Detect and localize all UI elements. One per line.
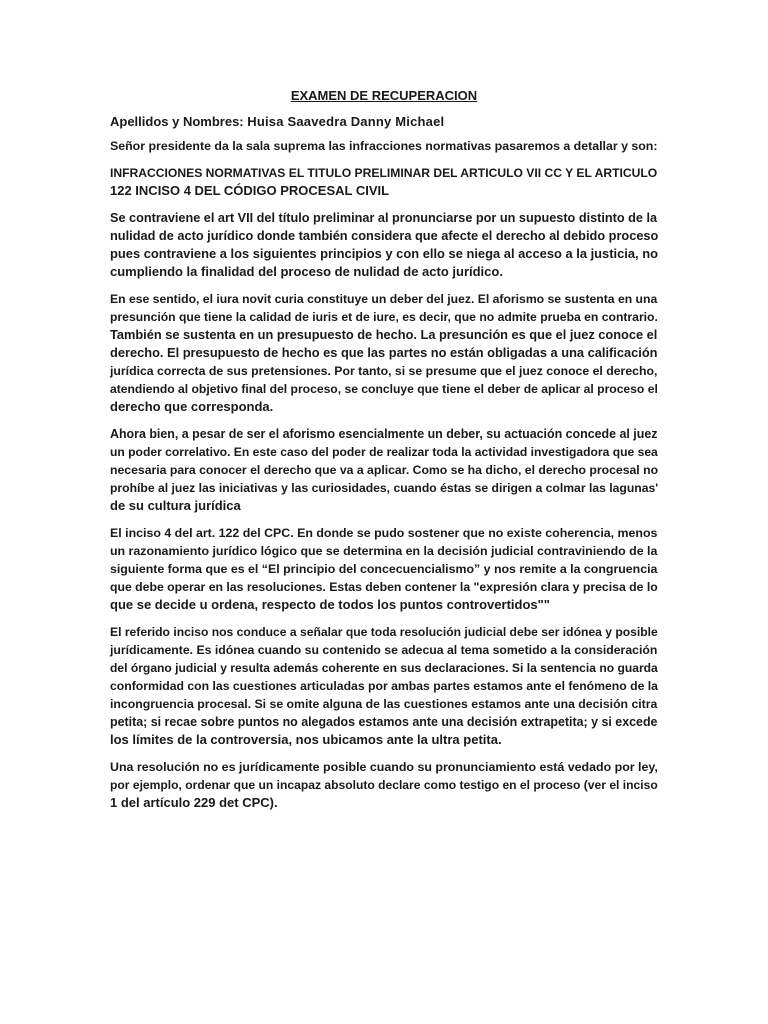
paragraph <box>110 425 658 515</box>
paragraph-line: necesaria para conocer el derecho que va a aplicar. Como se ha dicho, el derecho procesal no <box>110 463 659 477</box>
paragraph-line: En ese sentido, el iura novit curia constituye un deber del juez. El aforismo se sustenta en una <box>110 292 658 306</box>
paragraph-line: siguiente forma que es el “El principio del concecuencialismo” y nos remite a la congruencia <box>110 562 658 576</box>
paragraph-line: Una resolución no es jurídicamente posible cuando su pronunciamiento está vedado por ley, <box>110 760 658 774</box>
paragraph-line: los límites de la controversia, nos ubicamos ante la ultra petita. <box>110 732 502 747</box>
paragraph-line: 1 del artículo 229 det CPC). <box>110 795 278 810</box>
heading-line: 122 INCISO 4 DEL CÓDIGO PROCESAL CIVIL <box>110 183 390 198</box>
paragraph-line: que debe operar en las resoluciones. Estas deben contener la "expresión clara y precisa de lo <box>110 580 658 594</box>
paragraph <box>110 209 658 281</box>
paragraph <box>110 524 658 614</box>
document-title: EXAMEN DE RECUPERACION <box>290 88 478 103</box>
paragraph-line: Ahora bien, a pesar de ser el aforismo esencialmente un deber, su actuación concede al juez <box>110 427 658 441</box>
paragraph-line: pues contraviene a los siguientes principios y con ello se niega al acceso a la justicia, no <box>110 246 658 261</box>
paragraph-line: El referido inciso nos conduce a señalar que toda resolución judicial debe ser idónea y posible <box>110 625 658 639</box>
paragraph-line: petita; si recae sobre puntos no alegados estamos ante una decisión extrapetita; y si excede <box>110 715 658 729</box>
paragraph-line: presunción que tiene la calidad de iuris et de iure, es decir, que no admite prueba en contrario. <box>110 310 658 324</box>
paragraph-line: También se sustenta en un presupuesto de hecho. La presunción es que el juez conoce el <box>110 327 658 342</box>
paragraph-line: incongruencia procesal. Si se omite alguna de las cuestiones estamos ante una decisión citra <box>110 697 658 711</box>
heading-line: INFRACCIONES NORMATIVAS EL TITULO PRELIMINAR DEL ARTICULO VII CC Y EL ARTICULO <box>110 166 658 180</box>
section-heading <box>110 164 658 200</box>
intro-text: Señor presidente da la sala suprema las infracciones normativas pasaremos a detallar y son: <box>110 139 658 153</box>
document-body <box>110 87 658 821</box>
paragraph-line: por ejemplo, ordenar que un incapaz absoluto declare como testigo en el proceso (ver el inciso <box>110 778 658 792</box>
paragraph-line: atendiendo al objetivo final del proceso, se concluye que tiene el deber de aplicar al proceso el <box>110 382 658 396</box>
paragraph-line: conformidad con las cuestiones articuladas por ambas partes estamos ante el fenómeno de la <box>110 679 658 693</box>
name-label: Apellidos y Nombres: <box>110 114 244 129</box>
paragraph-line: prohíbe al juez las iniciativas y las curiosidades, cuando éstas se dirigen a colmar las lagunas' <box>110 481 659 495</box>
paragraph-line: El inciso 4 del art. 122 del CPC. En donde se pudo sostener que no existe coherencia, menos <box>110 526 658 540</box>
paragraph-line: jurídica correcta de sus pretensiones. Por tanto, si se presume que el juez conoce el derecho, <box>110 364 658 378</box>
student-name-line <box>110 113 658 130</box>
paragraph-line: nulidad de acto jurídico donde también considera que afecte el derecho al debido proceso <box>110 228 659 243</box>
paragraph-line: un razonamiento jurídico lógico que se determina en la decisión judicial contraviniendo de la <box>110 544 658 558</box>
paragraph-line: de su cultura jurídica <box>110 498 241 513</box>
paragraph-line: Se contraviene el art VII del título preliminar al pronunciarse por un supuesto distinto de la <box>110 211 658 225</box>
paragraph-line: que se decide u ordena, respecto de todos los puntos controvertidos"" <box>110 597 550 612</box>
paragraph <box>110 290 658 416</box>
paragraph-line: derecho. El presupuesto de hecho es que las partes no están obligadas a una calificación <box>110 345 658 360</box>
paragraph-line: jurídicamente. Es idónea cuando su contenido se adecua al tema sometido a la consideración <box>110 643 658 657</box>
paragraph <box>110 758 658 812</box>
paragraph-line: cumpliendo la finalidad del proceso de nulidad de acto jurídico. <box>110 264 503 279</box>
paragraph-line: del órgano judicial y resulta además coherente en sus declaraciones. Si la sentencia no guarda <box>110 661 658 675</box>
paragraph-line: derecho que corresponda. <box>110 399 274 414</box>
paragraph-line: un poder correlativo. En este caso del poder de realizar toda la actividad investigadora que sea <box>110 445 658 459</box>
name-value: Huisa Saavedra Danny Michael <box>247 114 445 129</box>
paragraph <box>110 623 658 749</box>
